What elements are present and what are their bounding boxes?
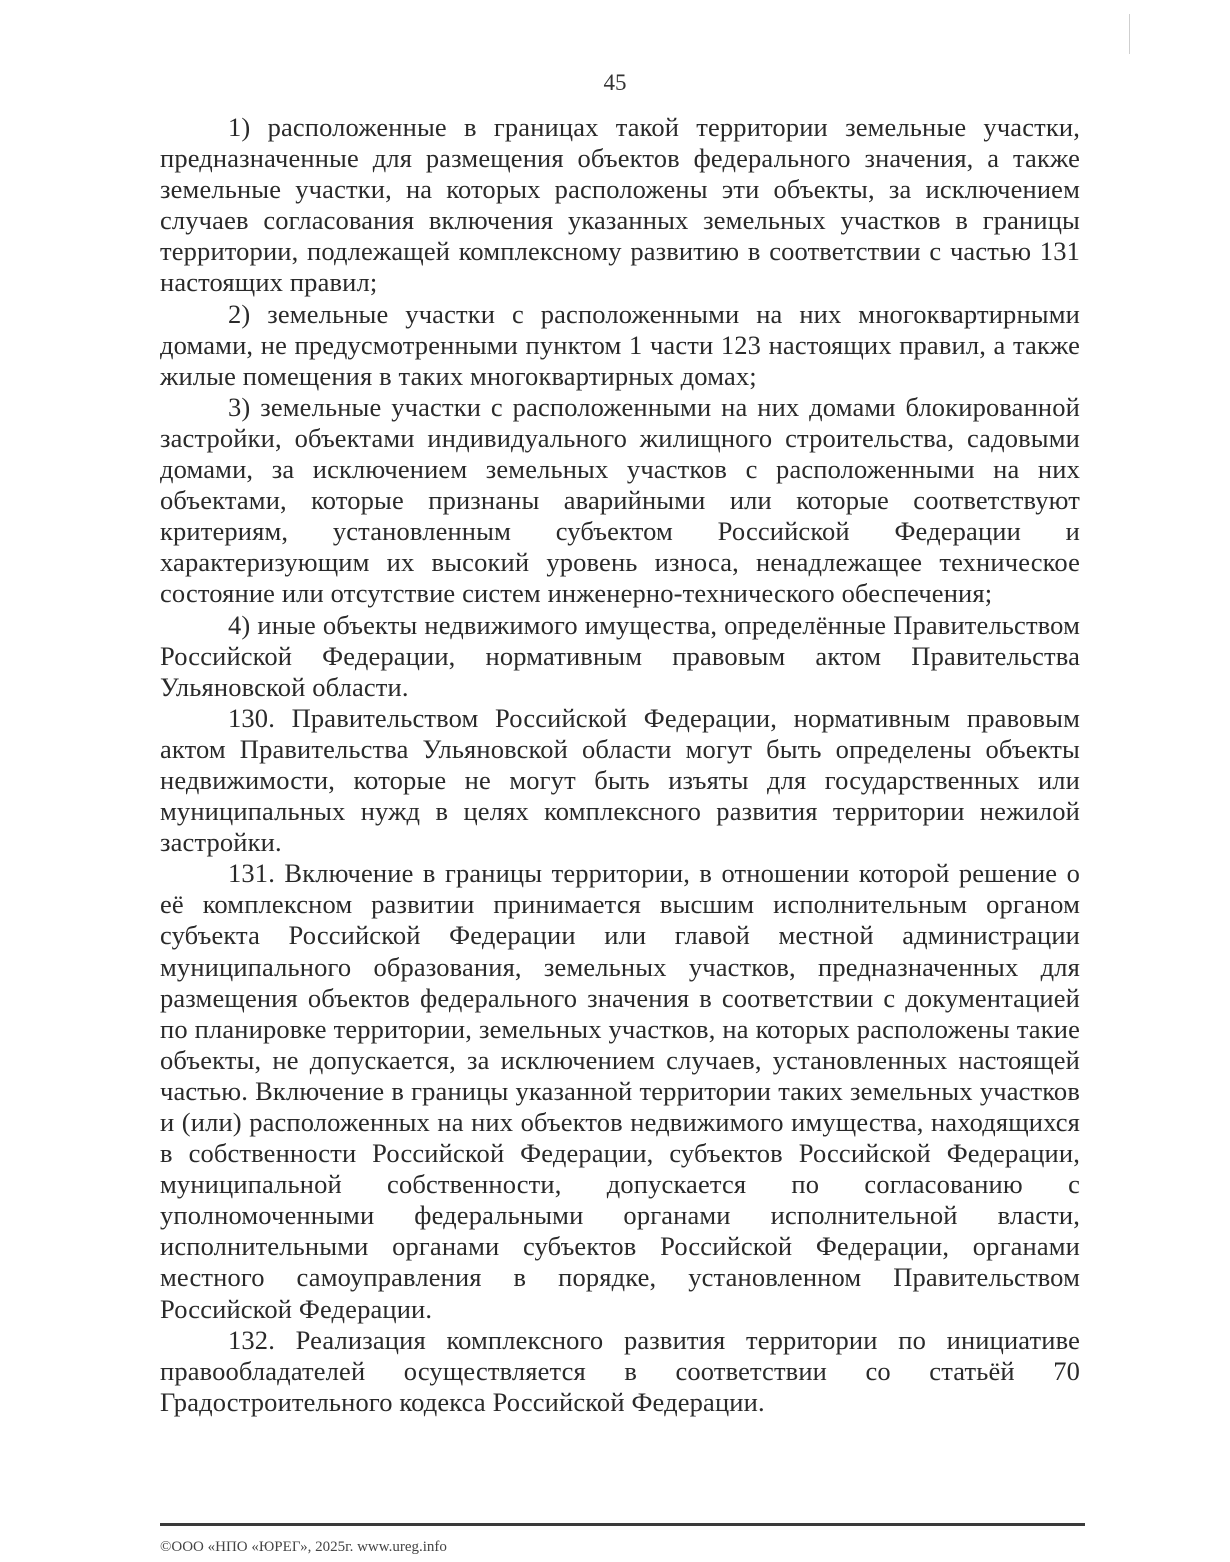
paragraph-132: 132. Реализация комплексного развития территории по инициативе правообладателей осуществляется в соответствии со статьёй 70 Градостроительного кодекса Российской Федерации. — [160, 1324, 1080, 1417]
paragraph-131: 131. Включение в границы территории, в отношении которой решение о её комплексном развитии принимается высшим исполнительным органом субъекта Российской Федерации или главой местной администрации муниципального образования, земельных участков, предназначенных для размещения объектов федерального значения в соответствии с документацией по планировке территории, земельных участков, на которых расположены такие объекты, не допускается, за исключением случаев, установленных настоящей частью. Включение в границы указанной территории таких земельных участков и (или) расположенных на них объектов недвижимого имущества, находящихся в собственности Российской Федерации, субъектов Российской Федерации, муниципальной собственности, допускается по согласованию с уполномоченными федеральными органами исполнительной власти, исполнительными органами субъектов Российской Федерации, органами местного самоуправления в порядке, установленном Правительством Российской Федерации. — [160, 858, 1080, 1324]
paragraph-130: 130. Правительством Российской Федерации, нормативным правовым актом Правительства Ульяновской области могут быть определены объекты недвижимости, которые не могут быть изъяты для государственных или муниципальных нужд в целях комплексного развития территории нежилой застройки. — [160, 702, 1080, 858]
footer-divider — [160, 1523, 1085, 1526]
paragraph-item-2: 2) земельные участки с расположенными на них многоквартирными домами, не предусмотренными пунктом 1 части 123 настоящих правил, а также жилые помещения в таких многоквартирных домах; — [160, 298, 1080, 391]
page-number: 45 — [603, 70, 627, 95]
paragraph-item-4: 4) иные объекты недвижимого имущества, определённые Правительством Российской Федерации, нормативным правовым актом Правительства Ульяновской области. — [160, 609, 1080, 702]
paragraph-item-1: 1) расположенные в границах такой территории земельные участки, предназначенные для размещения объектов федерального значения, а также земельные участки, на которых расположены эти объекты, за исключением случаев согласования включения указанных земельных участков в границы территории, подлежащей комплексному развитию в соответствии с частью 131 настоящих правил; — [160, 112, 1080, 298]
paragraph-item-3: 3) земельные участки с расположенными на них домами блокированной застройки, объектами индивидуального жилищного строительства, садовыми домами, за исключением земельных участков с расположенными на них объектами, которые признаны аварийными или которые соответствуют критериям, установленным субъектом Российской Федерации и характеризующим их высокий уровень износа, ненадлежащее техническое состояние или отсутствие систем инженерно-технического обеспечения; — [160, 391, 1080, 609]
scan-artifact — [1129, 14, 1130, 54]
footer-copyright: ©ООО «НПО «ЮРЕГ», 2025г. www.ureg.info — [160, 1539, 447, 1555]
document-body — [160, 112, 1080, 1418]
